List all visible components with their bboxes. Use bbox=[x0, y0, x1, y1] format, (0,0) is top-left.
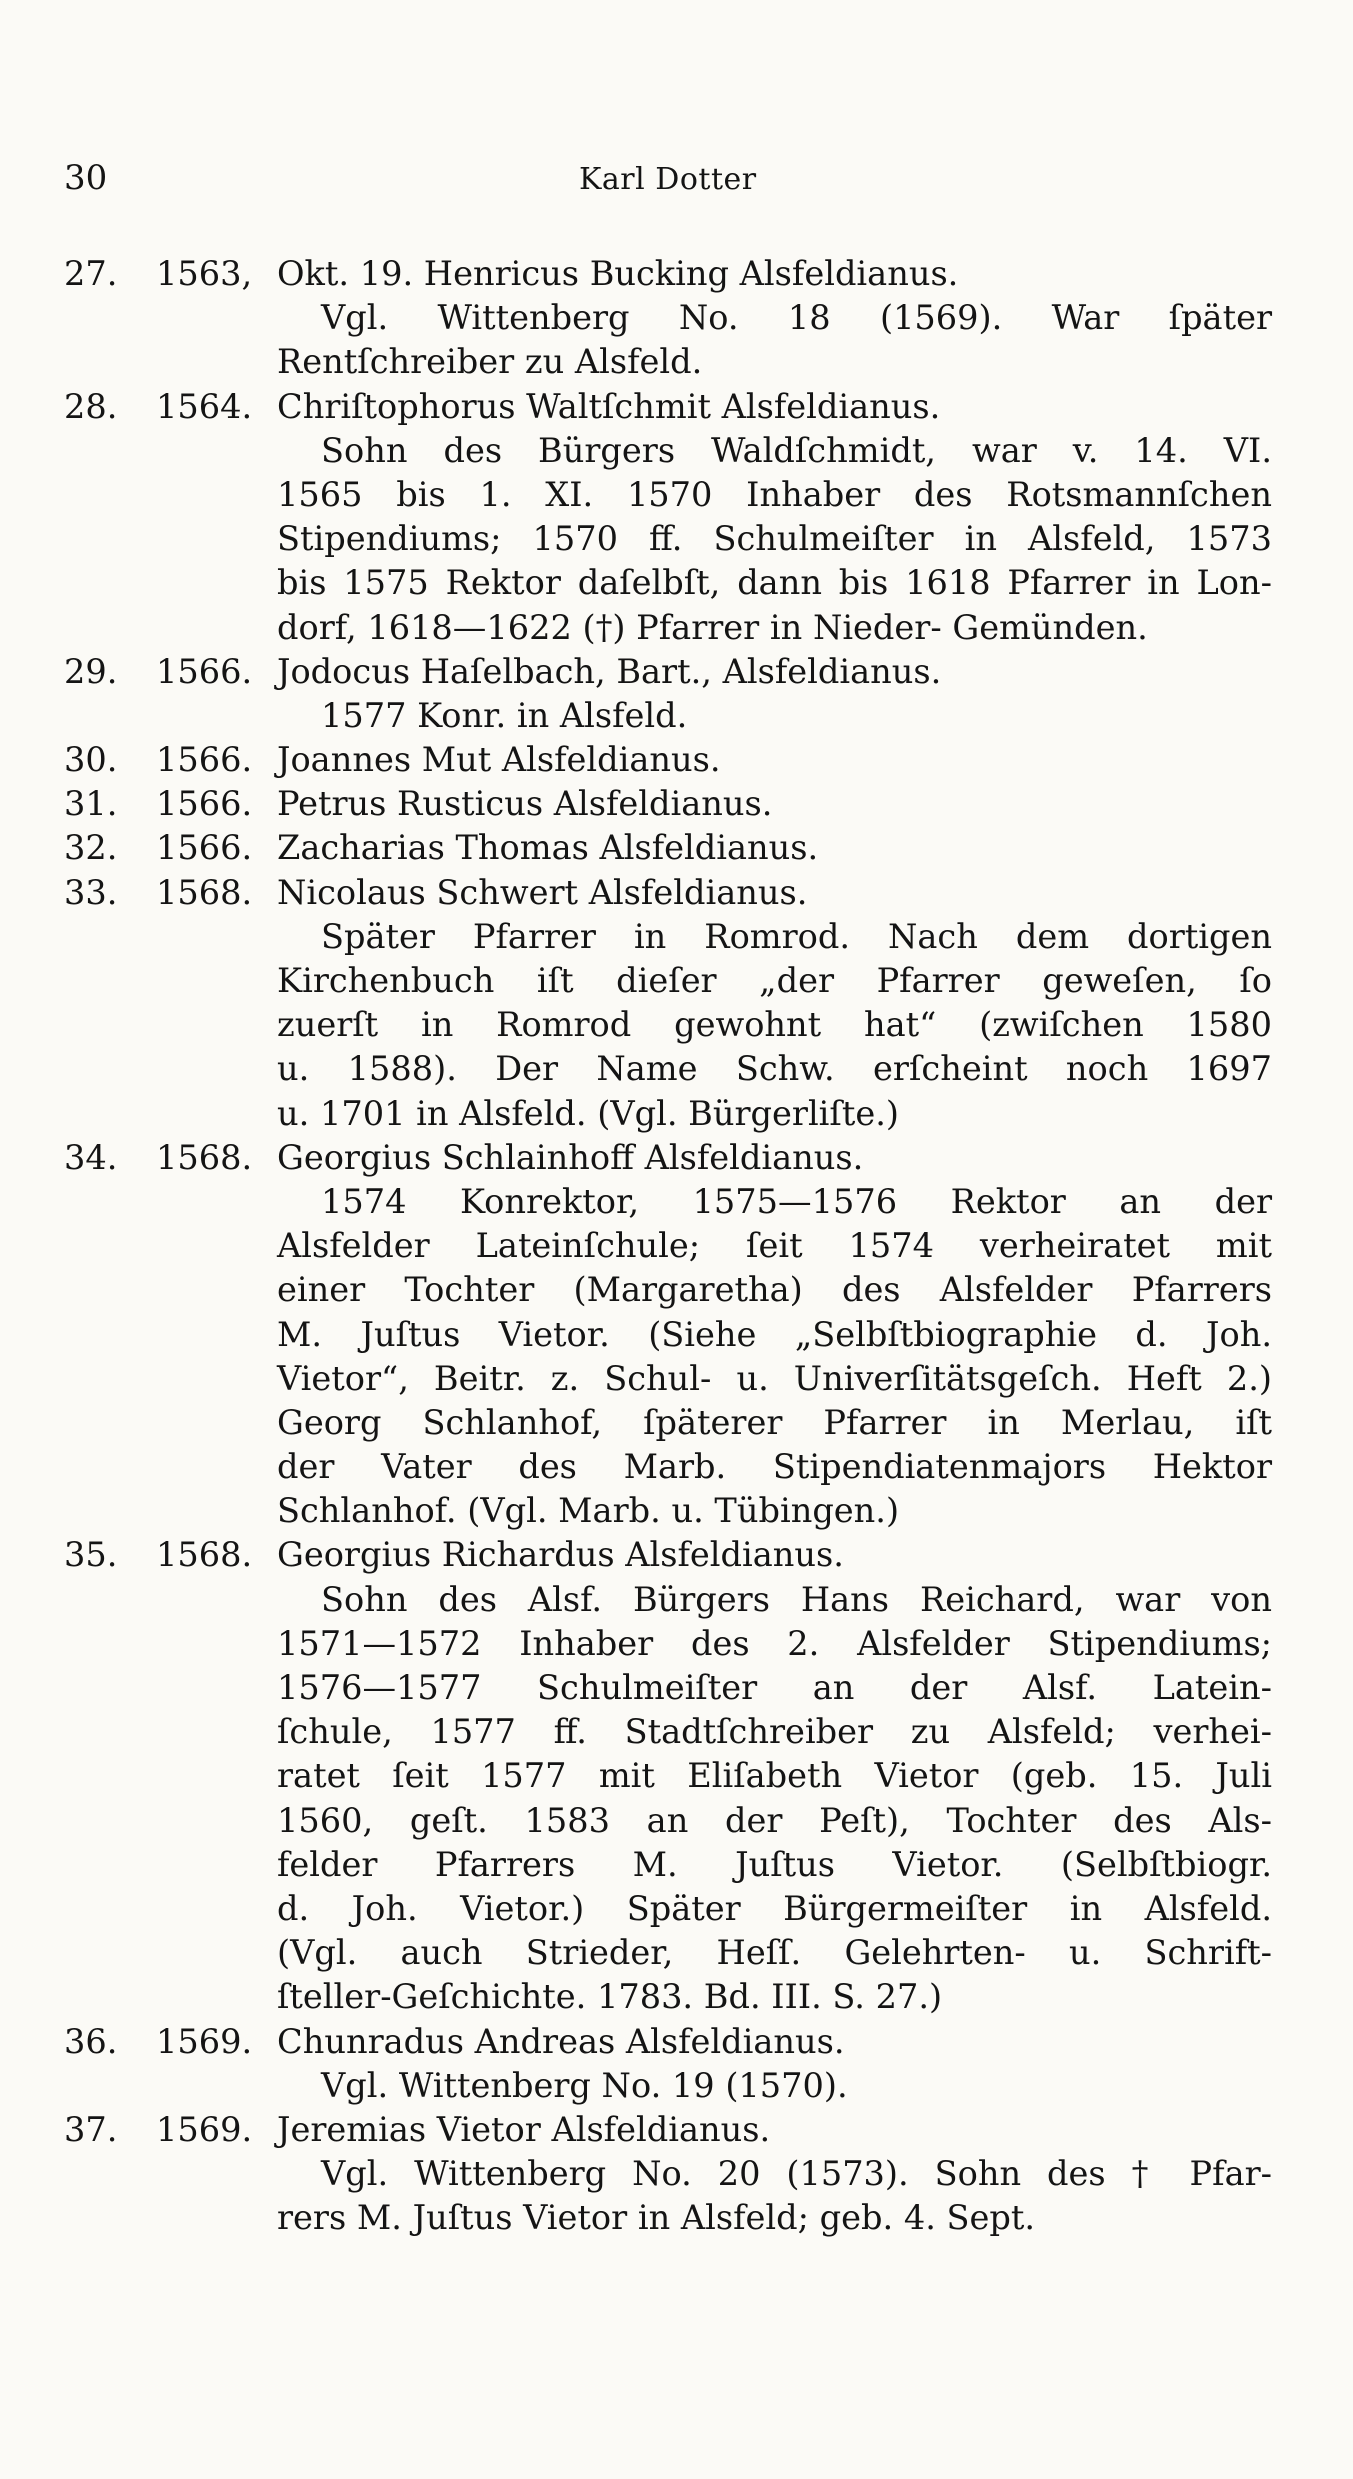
entry-number: 31. bbox=[64, 784, 118, 824]
entry-note-line: rers M. Juſtus Vietor in Alsfeld; geb. 4. Sept. bbox=[277, 2198, 1036, 2238]
entry-note-line: M. Juſtus Vietor. (Siehe „Selbſtbiographie d. Joh. bbox=[277, 1314, 1272, 1354]
entry bbox=[64, 385, 1272, 650]
entry-note-line: Vietor“, Beitr. z. Schul- u. Univerſitätsgeſch. Heft 2.) bbox=[277, 1358, 1272, 1398]
entry-year: 1564. bbox=[156, 386, 253, 426]
entry-heading-line bbox=[64, 2020, 1272, 2064]
entry-year: 1568. bbox=[156, 1535, 253, 1575]
entry-heading-line bbox=[64, 1533, 1272, 1577]
page-header bbox=[64, 158, 1264, 208]
entry-note-line: 1574 Konrektor, 1575—1576 Rektor an der bbox=[321, 1181, 1272, 1221]
entry-number: 36. bbox=[64, 2021, 118, 2061]
entry bbox=[64, 650, 1272, 738]
entry-number: 37. bbox=[64, 2109, 118, 2149]
entry-note-line: 1571—1572 Inhaber des 2. Alsfelder Stipendiums; bbox=[277, 1623, 1272, 1663]
running-head: Karl Dotter bbox=[579, 162, 757, 197]
entry-note-line: Später Pfarrer in Romrod. Nach dem dortigen bbox=[321, 916, 1272, 956]
entry-year: 1569. bbox=[156, 2021, 253, 2061]
entry-note-line: Georg Schlanhof, ſpäterer Pfarrer in Merlau, iſt bbox=[277, 1402, 1272, 1442]
entry-note-line: Rentſchreiber zu Alsfeld. bbox=[277, 342, 703, 382]
entry bbox=[64, 1136, 1272, 1534]
entry-note-line: ſteller-Geſchichte. 1783. Bd. III. S. 27.) bbox=[277, 1977, 943, 2017]
entry-heading-line bbox=[64, 1136, 1272, 1180]
entry bbox=[64, 252, 1272, 385]
entry-heading: Chunradus Andreas Alsfeldianus. bbox=[277, 2021, 845, 2061]
entry-heading: Chriſtophorus Waltſchmit Alsfeldianus. bbox=[277, 386, 941, 426]
entry-year: 1563, bbox=[156, 254, 253, 293]
entry bbox=[64, 782, 1272, 826]
entry-note-line: d. Joh. Vietor.) Später Bürgermeiſter in Alsfeld. bbox=[277, 1888, 1272, 1928]
entry-heading-line bbox=[64, 782, 1272, 826]
entry-note-line: 1576—1577 Schulmeiſter an der Alsf. Latein- bbox=[277, 1668, 1272, 1707]
entry-note-line: dorf, 1618—1622 (†) Pfarrer in Nieder- Gemünden. bbox=[277, 607, 1148, 647]
entry-heading: Nicolaus Schwert Alsfeldianus. bbox=[277, 872, 808, 912]
entry-heading: Joannes Mut Alsfeldianus. bbox=[277, 740, 721, 780]
entry-year: 1566. bbox=[156, 784, 253, 824]
entry-note-line: bis 1575 Rektor daſelbſt, dann bis 1618 Pfarrer in Lon- bbox=[277, 563, 1272, 603]
entry-note-line: Stipendiums; 1570 ff. Schulmeiſter in Alsfeld, 1573 bbox=[277, 519, 1272, 559]
entry-note-line: Vgl. Wittenberg No. 20 (1573). Sohn des † Pfar- bbox=[321, 2154, 1272, 2194]
entry-number: 32. bbox=[64, 828, 118, 868]
page-number: 30 bbox=[64, 158, 108, 198]
entry-heading-line bbox=[64, 385, 1272, 429]
entry bbox=[64, 826, 1272, 870]
entry-note-line: einer Tochter (Margaretha) des Alsfelder Pfarrers bbox=[277, 1270, 1272, 1310]
entry-note-line: Sohn des Bürgers Waldſchmidt, war v. 14. VI. bbox=[321, 430, 1272, 470]
entry bbox=[64, 738, 1272, 782]
entry-heading: Georgius Schlainhoff Alsfeldianus. bbox=[277, 1137, 864, 1177]
entry-number: 29. bbox=[64, 651, 118, 691]
entry-number: 35. bbox=[64, 1535, 118, 1575]
entry-number: 30. bbox=[64, 740, 118, 780]
entry-heading: Jodocus Haſelbach, Bart., Alsfeldianus. bbox=[277, 651, 942, 691]
entry-heading-line bbox=[64, 826, 1272, 870]
entry-note-line: ſchule, 1577 ff. Stadtſchreiber zu Alsfeld; verhei- bbox=[277, 1712, 1272, 1752]
entry-number: 34. bbox=[64, 1137, 118, 1177]
entry-note-line: 1560, geſt. 1583 an der Peſt), Tochter des Als- bbox=[277, 1800, 1272, 1840]
entry-note-line: 1565 bis 1. XI. 1570 Inhaber des Rotsmannſchen bbox=[277, 474, 1272, 514]
entry-note-line: Sohn des Alsf. Bürgers Hans Reichard, war von bbox=[321, 1579, 1272, 1619]
entry-heading-line bbox=[64, 650, 1272, 694]
entry-note-line: u. 1701 in Alsfeld. (Vgl. Bürgerliſte.) bbox=[277, 1093, 899, 1133]
entry-note-line: Kirchenbuch iſt dieſer „der Pfarrer geweſen, ſo bbox=[277, 961, 1272, 1000]
entry-note-line: zuerſt in Romrod gewohnt hat“ (zwiſchen 1580 bbox=[277, 1005, 1272, 1045]
entry-note-line: Alsfelder Lateinſchule; ſeit 1574 verheiratet mit bbox=[277, 1226, 1272, 1266]
entry-heading-line bbox=[64, 252, 1272, 296]
entry-heading: Georgius Richardus Alsfeldianus. bbox=[277, 1535, 844, 1575]
entry bbox=[64, 871, 1272, 1136]
entry-note-line: (Vgl. auch Strieder, Heſſ. Gelehrten- u. Schrift- bbox=[277, 1933, 1272, 1973]
entry-note-line: 1577 Konr. in Alsfeld. bbox=[321, 695, 688, 735]
entry-heading-line bbox=[64, 2108, 1272, 2152]
entry-note-line: Vgl. Wittenberg No. 19 (1570). bbox=[321, 2065, 848, 2105]
entry-note-line: Vgl. Wittenberg No. 18 (1569). War ſpäter bbox=[321, 298, 1272, 338]
entry-note-line: u. 1588). Der Name Schw. erſcheint noch 1697 bbox=[277, 1049, 1272, 1089]
entry-heading-line bbox=[64, 738, 1272, 782]
entry-number: 27. bbox=[64, 254, 118, 293]
entry-year: 1566. bbox=[156, 651, 253, 691]
entry-heading: Petrus Rusticus Alsfeldianus. bbox=[277, 784, 773, 824]
entry-heading-line bbox=[64, 871, 1272, 915]
entry-heading: Jeremias Vietor Alsfeldianus. bbox=[277, 2109, 771, 2149]
entry-note-line: Schlanhof. (Vgl. Marb. u. Tübingen.) bbox=[277, 1491, 900, 1531]
entry bbox=[64, 2108, 1272, 2241]
entry-note-line: felder Pfarrers M. Juſtus Vietor. (Selbſtbiogr. bbox=[277, 1844, 1272, 1884]
entry bbox=[64, 1533, 1272, 2019]
entry-heading: Okt. 19. Henricus Bucking Alsfeldianus. bbox=[277, 254, 959, 293]
entry-year: 1568. bbox=[156, 1137, 253, 1177]
entry-year: 1566. bbox=[156, 828, 253, 868]
entry-note-line: der Vater des Marb. Stipendiatenmajors Hektor bbox=[277, 1447, 1272, 1487]
entry-list bbox=[64, 252, 1272, 2240]
entry-year: 1569. bbox=[156, 2109, 253, 2149]
entry-note-line: ratet ſeit 1577 mit Eliſabeth Vietor (geb. 15. Juli bbox=[277, 1756, 1272, 1796]
entry bbox=[64, 2020, 1272, 2108]
entry-year: 1566. bbox=[156, 740, 253, 780]
entry-heading: Zacharias Thomas Alsfeldianus. bbox=[277, 828, 819, 868]
entry-number: 28. bbox=[64, 386, 118, 426]
entry-year: 1568. bbox=[156, 872, 253, 912]
entry-number: 33. bbox=[64, 872, 118, 912]
